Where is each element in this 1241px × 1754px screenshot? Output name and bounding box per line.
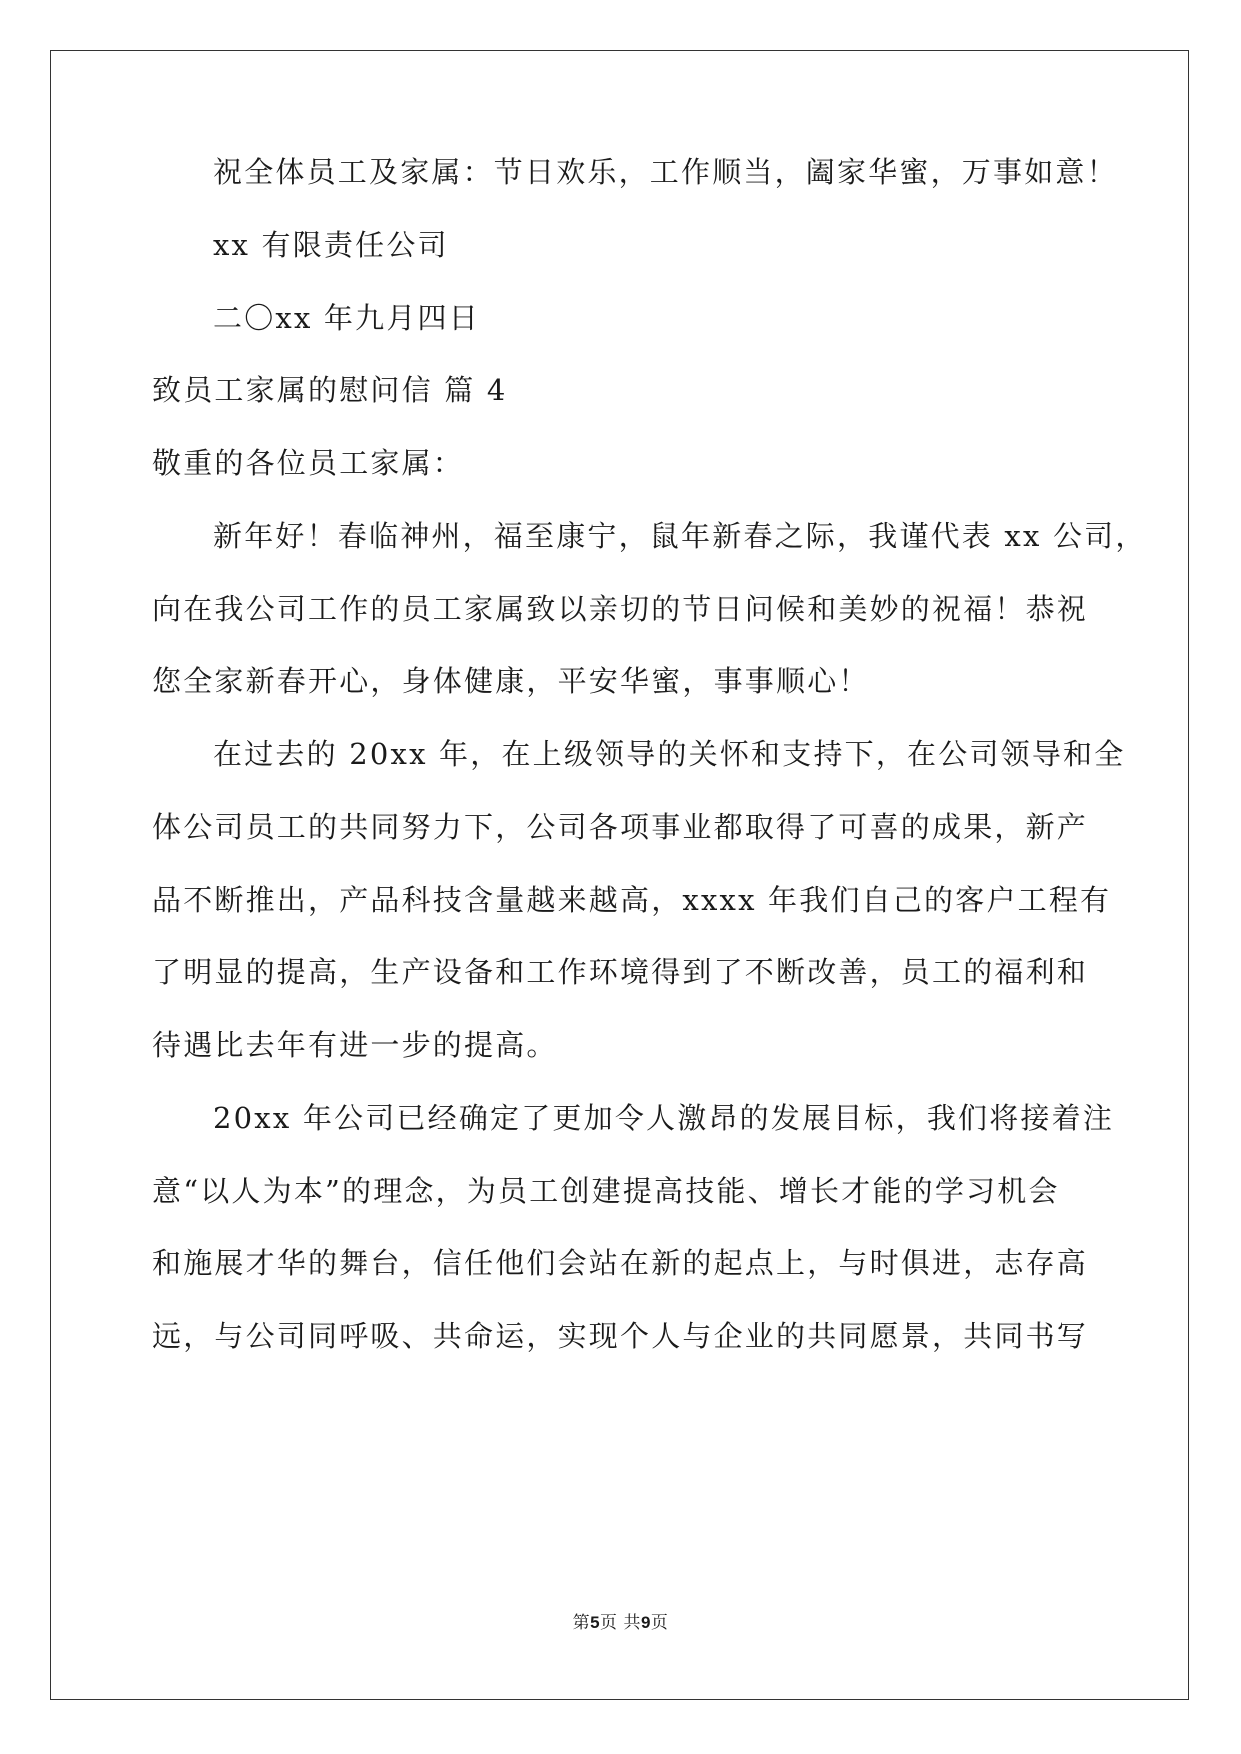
- footer-prefix: 第: [572, 1613, 591, 1633]
- total-page-count: 9: [640, 1613, 651, 1632]
- paragraph-line: 向在我公司工作的员工家属致以亲切的节日问候和美妙的祝福！恭祝: [152, 592, 1089, 626]
- paragraph-line: 了明显的提高，生产设备和工作环境得到了不断改善，员工的福利和: [152, 955, 1089, 989]
- paragraph-line: 意“以人为本”的理念，为员工创建提高技能、增长才能的学习机会: [152, 1174, 1060, 1208]
- paragraph-line: 您全家新春开心，身体健康，平安华蜜，事事顺心！: [152, 664, 870, 698]
- salutation: 敬重的各位员工家属：: [152, 446, 465, 480]
- paragraph-line: 新年好！春临神州，福至康宁，鼠年新春之际，我谨代表 xx 公司，: [213, 519, 1147, 553]
- current-page-number: 5: [590, 1613, 601, 1632]
- section-heading: 致员工家属的慰问信 篇 4: [152, 373, 508, 407]
- paragraph-line: 在过去的 20xx 年，在上级领导的关怀和支持下，在公司领导和全: [213, 737, 1126, 771]
- paragraph-line: 20xx 年公司已经确定了更加令人激昂的发展目标，我们将接着注: [213, 1101, 1115, 1135]
- paragraph-line: 和施展才华的舞台，信任他们会站在新的起点上，与时俱进，志存高: [152, 1246, 1089, 1280]
- footer-suffix: 页: [650, 1613, 669, 1633]
- paragraph-line: 待遇比去年有进一步的提高。: [152, 1028, 558, 1062]
- footer-mid: 页 共: [600, 1613, 641, 1633]
- greeting-wish-line: 祝全体员工及家属：节日欢乐，工作顺当，阖家华蜜，万事如意！: [213, 155, 1118, 189]
- signature-date: 二〇xx 年九月四日: [213, 301, 480, 335]
- paragraph-line: 体公司员工的共同努力下，公司各项事业都取得了可喜的成果，新产: [152, 810, 1089, 844]
- paragraph-line: 品不断推出，产品科技含量越来越高，xxxx 年我们自己的客户工程有: [152, 883, 1112, 917]
- page-footer: [0, 1612, 1241, 1634]
- paragraph-line: 远，与公司同呼吸、共命运，实现个人与企业的共同愿景，共同书写: [152, 1319, 1089, 1353]
- signature-company: xx 有限责任公司: [213, 228, 449, 262]
- page-border: [50, 50, 1189, 1700]
